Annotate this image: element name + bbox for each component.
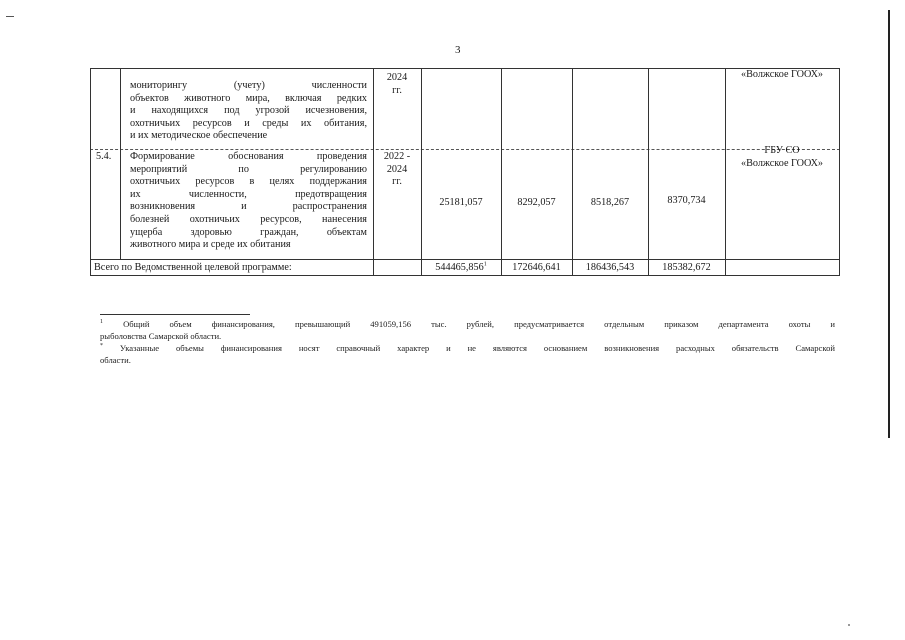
footnote-marker: * [100,343,103,350]
period-line: 2024 [386,72,408,83]
row-5-4-number: 5.4. [96,151,112,162]
table-line [90,259,840,260]
row-5-4-year-2024: 8370,734 [667,195,706,206]
row-5-4-year-2023: 8518,267 [590,197,630,208]
period-line: 2022 - [383,151,411,162]
footnote-line [100,319,835,331]
row-5-4-executor [725,145,839,170]
table-line [90,275,840,276]
footnote-line: рыболовства Самарской области. [100,330,222,341]
table-line [90,68,91,276]
page-number: 3 [455,44,461,56]
row-5-4-total: 25181,057 [439,197,483,208]
table-line [501,68,502,276]
footnote-1 [100,319,835,342]
period-line: гг. [392,176,402,188]
table-line [120,68,121,260]
footnote-text: Общий объем финансирования, превышающий 491059,156 тыс. рублей, предусматривается отдельным приказом департамента охоты и [123,319,835,329]
total-row-year-2024: 185382,672 [662,262,711,273]
table-line [572,68,573,276]
scan-edge-line [888,10,890,438]
description-line: возникновения и распространения [130,201,367,213]
description-line: охотничьих ресурсов и среды их обитания, [130,117,367,129]
footnote-marker: 1 [100,319,103,326]
table-line [839,68,840,276]
description-line: животного мира и среде их обитания [130,239,291,251]
footnote-rule [100,314,250,315]
row-5-4-description [130,151,367,252]
description-line: болезней охотничьих ресурсов, нанесения [130,213,367,225]
row-5-4-period [373,151,421,189]
footnote-text: Указанные объемы финансирования носят справочный характер и не являются основанием возникновения расходных обязательств Самарской [119,343,835,353]
row-5-4-year-2022: 8292,057 [517,197,556,208]
description-line: Формирование обоснования проведения [130,151,367,162]
executor-line: ГБУ СО [764,145,800,156]
scan-dot [848,624,850,626]
description-line: их численности, предотвращения [130,188,367,200]
total-value: 544465,856 [435,262,484,273]
description-line: ущерба здоровью граждан, объектам [130,226,367,238]
table-line [648,68,649,276]
row-continued-description [130,80,367,143]
table-line [421,68,422,276]
description-line: и находящихся под угрозой исчезновения, [130,105,367,117]
row-continued-executor [725,69,839,82]
description-line: мониторингу (учету) численности [130,80,367,91]
executor-line: «Волжское ГООХ» [740,69,824,80]
total-row-total [421,262,501,273]
row-continued-period [373,72,421,97]
total-row-year-2023: 186436,543 [585,262,635,273]
scan-mark [6,16,14,17]
description-line: мероприятий по регулированию [130,163,367,175]
total-row-label: Всего по Ведомственной целевой программе: [94,262,292,273]
footnote-2 [100,343,835,366]
footnote-line: области. [100,354,131,365]
description-line: и их методическое обеспечение [130,130,268,142]
total-row-year-2022: 172646,641 [512,262,561,273]
description-line: охотничьих ресурсов в целях поддержания [130,176,367,188]
budget-table [90,68,840,276]
footnote-ref: 1 [483,261,487,268]
footnote-line [100,343,835,355]
table-line [725,68,726,276]
period-line: гг. [392,84,402,96]
description-line: объектов животного мира, включая редких [130,92,367,104]
period-line: 2024 [386,163,408,175]
executor-line: «Волжское ГООХ» [740,157,824,169]
